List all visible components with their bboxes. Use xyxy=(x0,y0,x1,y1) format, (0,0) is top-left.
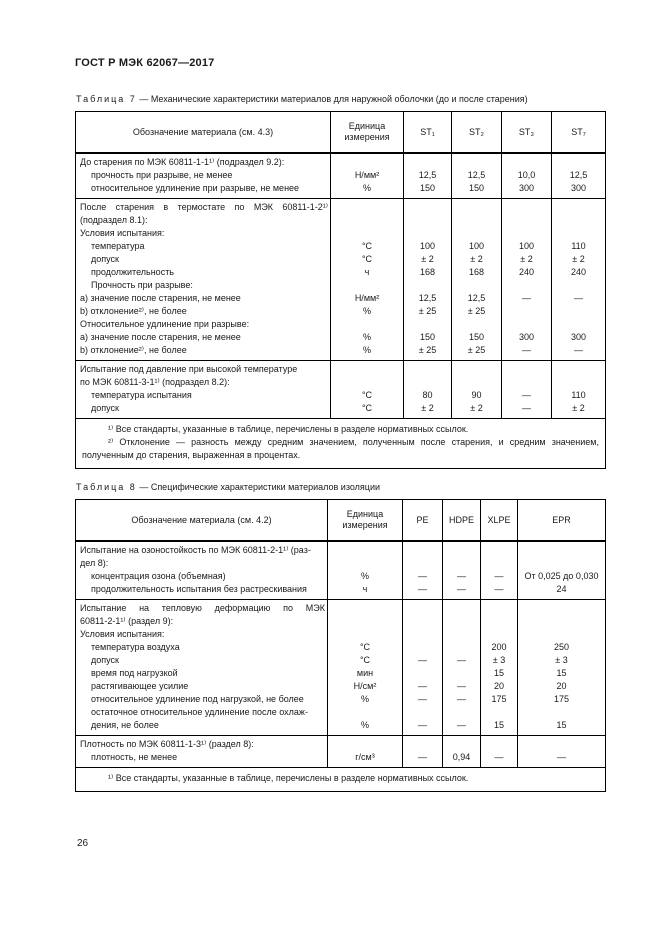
row-label: температура воздуха xyxy=(91,642,180,652)
row-value xyxy=(481,628,518,641)
row-value: — xyxy=(443,654,481,667)
row-value xyxy=(452,227,502,240)
table-row xyxy=(76,318,606,331)
row-value xyxy=(403,628,443,641)
document-page xyxy=(75,57,606,805)
row-value: ± 25 xyxy=(452,305,502,318)
table-row xyxy=(76,667,606,680)
row-value: 12,5 xyxy=(404,169,452,182)
row-value xyxy=(518,541,606,557)
row-value xyxy=(552,227,606,240)
row-label: b) отклонение²⁾, не более xyxy=(80,306,187,316)
row-value: 168 xyxy=(404,266,452,279)
table-row xyxy=(76,654,606,667)
row-unit: Н/см² xyxy=(328,680,403,693)
table-row xyxy=(76,736,606,752)
row-unit: °С xyxy=(328,641,403,654)
table-row xyxy=(76,253,606,266)
row-unit: мин xyxy=(328,667,403,680)
row-value xyxy=(518,628,606,641)
row-value xyxy=(404,279,452,292)
row-value xyxy=(502,318,552,331)
row-label: Испытание на озоностойкость по МЭК 60811-2-1¹⁾ (раз- xyxy=(76,541,328,557)
row-value xyxy=(443,667,481,680)
row-value: ± 2 xyxy=(404,253,452,266)
row-unit: ч xyxy=(328,583,403,600)
table-row xyxy=(76,402,606,419)
row-label: относительное удлинение при разрыве, не менее xyxy=(91,183,300,193)
row-value xyxy=(481,615,518,628)
row-value: 20 xyxy=(481,680,518,693)
row-value xyxy=(443,641,481,654)
row-unit xyxy=(328,600,403,616)
row-label: допуск xyxy=(91,655,119,665)
row-value xyxy=(404,361,452,377)
row-value: 300 xyxy=(502,331,552,344)
row-label: Испытание под давление при высокой температуре xyxy=(76,361,331,377)
row-value xyxy=(403,557,443,570)
row-value xyxy=(404,318,452,331)
value-column-header: XLPE xyxy=(481,500,518,542)
row-value xyxy=(502,376,552,389)
table-row xyxy=(76,153,606,169)
row-value: 100 xyxy=(452,240,502,253)
row-value: — xyxy=(481,583,518,600)
value-column-header: EPR xyxy=(518,500,606,542)
row-label: прочность при разрыве, не менее xyxy=(91,170,233,180)
row-value xyxy=(502,153,552,169)
row-value: — xyxy=(403,570,443,583)
table-row xyxy=(76,331,606,344)
row-value: 110 xyxy=(552,389,606,402)
row-value xyxy=(404,214,452,227)
row-label: a) значение после старения, не менее xyxy=(80,332,241,342)
table7-caption xyxy=(76,94,606,104)
footnote-cell xyxy=(76,419,606,469)
row-value: 15 xyxy=(518,719,606,736)
row-value: 12,5 xyxy=(404,292,452,305)
row-value: 12,5 xyxy=(452,169,502,182)
row-value xyxy=(403,736,443,752)
row-value: — xyxy=(481,751,518,768)
value-column-header: ST₁ xyxy=(404,112,452,154)
row-value: 15 xyxy=(481,719,518,736)
value-column-header: HDPE xyxy=(443,500,481,542)
value-column-header: ST₇ xyxy=(552,112,606,154)
table-row xyxy=(76,641,606,654)
row-value xyxy=(443,736,481,752)
value-column-header: PE xyxy=(403,500,443,542)
row-value: — xyxy=(443,570,481,583)
row-value: ± 2 xyxy=(552,402,606,419)
row-value xyxy=(502,199,552,215)
row-label: по МЭК 60811-3-1¹⁾ (подраздел 8.2): xyxy=(80,377,230,387)
row-value xyxy=(452,153,502,169)
row-label: дения, не более xyxy=(91,720,159,730)
footnote: ²⁾ Отклонение — разность между средним значением, полученным после старения, и средним значением, полученным до старения, выраженная в процентах. xyxy=(82,437,599,460)
row-value xyxy=(518,706,606,719)
row-value: ± 2 xyxy=(404,402,452,419)
row-unit: % xyxy=(331,344,404,361)
row-value: — xyxy=(403,583,443,600)
table-row xyxy=(76,389,606,402)
table-row xyxy=(76,182,606,199)
row-value: 150 xyxy=(452,182,502,199)
row-value: — xyxy=(403,719,443,736)
row-value: 12,5 xyxy=(452,292,502,305)
row-label: продолжительность xyxy=(91,267,174,277)
row-unit xyxy=(328,736,403,752)
row-value xyxy=(403,541,443,557)
row-value xyxy=(552,279,606,292)
row-unit: °С xyxy=(328,654,403,667)
row-unit: % xyxy=(328,570,403,583)
row-unit xyxy=(328,541,403,557)
row-value xyxy=(481,557,518,570)
row-label: b) отклонение²⁾, не более xyxy=(80,345,187,355)
table7-caption-label: Таблица 7 xyxy=(76,94,137,104)
row-label: Прочность при разрыве: xyxy=(91,280,193,290)
row-value: ± 2 xyxy=(452,253,502,266)
table-row xyxy=(76,693,606,706)
table-row xyxy=(76,344,606,361)
row-value: 20 xyxy=(518,680,606,693)
unit-column-header: Единица измерения xyxy=(331,112,404,154)
footnote-row xyxy=(76,419,606,469)
row-unit xyxy=(331,279,404,292)
table8-caption-text: — Специфические характеристики материалов изоляции xyxy=(139,482,380,492)
table-7-mechanical-characteristics xyxy=(75,111,606,469)
table-row xyxy=(76,583,606,600)
row-value: 150 xyxy=(452,331,502,344)
row-unit xyxy=(331,227,404,240)
row-unit xyxy=(331,376,404,389)
row-value xyxy=(552,318,606,331)
row-label: остаточное относительное удлинение после охлаж- xyxy=(91,707,308,717)
row-value xyxy=(443,615,481,628)
row-value: — xyxy=(403,751,443,768)
row-value xyxy=(518,736,606,752)
row-value xyxy=(403,615,443,628)
row-value: ± 3 xyxy=(518,654,606,667)
row-unit: г/см³ xyxy=(328,751,403,768)
row-value: 90 xyxy=(452,389,502,402)
row-unit xyxy=(328,628,403,641)
table-row xyxy=(76,240,606,253)
row-value: — xyxy=(502,292,552,305)
row-value: 80 xyxy=(404,389,452,402)
row-label: плотность, не менее xyxy=(91,752,178,762)
table-header-row xyxy=(76,500,606,542)
table-header-row xyxy=(76,112,606,154)
row-unit: °С xyxy=(331,402,404,419)
row-unit: °С xyxy=(331,253,404,266)
row-value xyxy=(502,305,552,318)
row-value xyxy=(502,361,552,377)
row-value xyxy=(481,736,518,752)
row-value: — xyxy=(443,719,481,736)
row-value: — xyxy=(443,693,481,706)
row-value xyxy=(403,641,443,654)
table-row xyxy=(76,541,606,557)
row-value: 175 xyxy=(518,693,606,706)
row-value xyxy=(552,361,606,377)
table-row xyxy=(76,376,606,389)
row-value: ± 3 xyxy=(481,654,518,667)
row-value xyxy=(502,279,552,292)
row-value xyxy=(552,305,606,318)
row-value xyxy=(518,600,606,616)
row-value: 150 xyxy=(404,331,452,344)
row-value xyxy=(403,600,443,616)
table-row xyxy=(76,169,606,182)
row-value: 100 xyxy=(404,240,452,253)
row-label: Испытание на тепловую деформацию по МЭК xyxy=(76,600,328,616)
row-unit: % xyxy=(328,719,403,736)
row-value: — xyxy=(518,751,606,768)
row-value xyxy=(502,227,552,240)
row-value: 10,0 xyxy=(502,169,552,182)
row-value xyxy=(502,214,552,227)
row-unit xyxy=(331,318,404,331)
footnote-cell xyxy=(76,768,606,792)
row-value: 300 xyxy=(552,331,606,344)
row-value xyxy=(404,376,452,389)
row-value: 15 xyxy=(481,667,518,680)
row-unit: % xyxy=(331,331,404,344)
row-value xyxy=(452,214,502,227)
row-value: — xyxy=(443,583,481,600)
row-label: После старения в термостате по МЭК 60811-1-2¹⁾ xyxy=(76,199,331,215)
row-label: Относительное удлинение при разрыве: xyxy=(80,319,250,329)
row-value xyxy=(452,279,502,292)
row-label: температура xyxy=(91,241,145,251)
row-label: Условия испытания: xyxy=(80,228,165,238)
row-value: 200 xyxy=(481,641,518,654)
table8-caption xyxy=(76,482,606,492)
row-label: продолжительность испытания без растрескивания xyxy=(91,584,307,594)
row-value xyxy=(404,153,452,169)
row-value: 0,94 xyxy=(443,751,481,768)
row-value xyxy=(552,376,606,389)
row-value: — xyxy=(502,389,552,402)
row-unit xyxy=(328,706,403,719)
footnote: ¹⁾ Все стандарты, указанные в таблице, перечислены в разделе нормативных ссылок. xyxy=(108,773,469,783)
row-value: 15 xyxy=(518,667,606,680)
row-value xyxy=(452,199,502,215)
row-value: ± 25 xyxy=(404,344,452,361)
row-value xyxy=(404,199,452,215)
row-value xyxy=(403,667,443,680)
row-value: ± 2 xyxy=(502,253,552,266)
row-value: — xyxy=(502,344,552,361)
table-row xyxy=(76,600,606,616)
row-unit xyxy=(328,557,403,570)
table-row xyxy=(76,680,606,693)
table-row xyxy=(76,570,606,583)
row-unit xyxy=(328,615,403,628)
row-label: допуск xyxy=(91,254,119,264)
material-column-header: Обозначение материала (см. 4.3) xyxy=(76,112,331,154)
row-label: a) значение после старения, не менее xyxy=(80,293,241,303)
page-number: 26 xyxy=(77,838,89,849)
row-value xyxy=(552,153,606,169)
row-label: время под нагрузкой xyxy=(91,668,178,678)
table-row xyxy=(76,214,606,227)
row-value xyxy=(443,706,481,719)
row-unit: °С xyxy=(331,240,404,253)
row-label: дел 8): xyxy=(80,558,109,568)
table-row xyxy=(76,706,606,719)
row-value: — xyxy=(481,570,518,583)
row-value xyxy=(403,706,443,719)
row-value: — xyxy=(552,292,606,305)
row-value: 300 xyxy=(502,182,552,199)
row-value: — xyxy=(502,402,552,419)
row-value xyxy=(481,706,518,719)
row-value: 12,5 xyxy=(552,169,606,182)
row-value xyxy=(443,600,481,616)
row-value: — xyxy=(403,693,443,706)
row-value: 100 xyxy=(502,240,552,253)
row-value: ± 2 xyxy=(452,402,502,419)
footnote: ¹⁾ Все стандарты, указанные в таблице, перечислены в разделе нормативных ссылок. xyxy=(108,424,469,434)
row-label: температура испытания xyxy=(91,390,192,400)
row-label: относительное удлинение под нагрузкой, не более xyxy=(91,694,304,704)
footnote-row xyxy=(76,768,606,792)
row-value: 150 xyxy=(404,182,452,199)
row-value: ± 25 xyxy=(404,305,452,318)
row-value xyxy=(552,199,606,215)
row-value: 250 xyxy=(518,641,606,654)
row-value: — xyxy=(552,344,606,361)
table-8-specific-characteristics xyxy=(75,499,606,792)
row-label: концентрация озона (объемная) xyxy=(91,571,226,581)
table-row xyxy=(76,305,606,318)
row-value: ± 25 xyxy=(452,344,502,361)
row-value xyxy=(443,557,481,570)
row-value: 240 xyxy=(552,266,606,279)
row-label: (подраздел 8.1): xyxy=(80,215,148,225)
row-value xyxy=(452,361,502,377)
table-row xyxy=(76,266,606,279)
row-unit xyxy=(331,199,404,215)
row-unit xyxy=(331,361,404,377)
row-value: 24 xyxy=(518,583,606,600)
row-value xyxy=(443,541,481,557)
row-label: Условия испытания: xyxy=(80,629,165,639)
table7-caption-text: — Механические характеристики материалов для наружной оболочки (до и после старения) xyxy=(139,94,528,104)
doc-header: ГОСТ Р МЭК 62067—2017 xyxy=(75,57,215,69)
table-row xyxy=(76,615,606,628)
material-column-header: Обозначение материала (см. 4.2) xyxy=(76,500,328,542)
row-unit xyxy=(331,214,404,227)
row-unit: Н/мм² xyxy=(331,169,404,182)
row-value: 175 xyxy=(481,693,518,706)
row-value: 110 xyxy=(552,240,606,253)
table-row xyxy=(76,199,606,215)
row-value: — xyxy=(403,680,443,693)
row-label: допуск xyxy=(91,403,119,413)
row-label: растягивающее усилие xyxy=(91,681,189,691)
unit-column-header: Единица измерения xyxy=(328,500,403,542)
row-unit: % xyxy=(331,182,404,199)
row-value xyxy=(518,615,606,628)
row-value: — xyxy=(403,654,443,667)
row-unit xyxy=(331,153,404,169)
row-value: 300 xyxy=(552,182,606,199)
table-row xyxy=(76,751,606,768)
table8-caption-label: Таблица 8 xyxy=(76,482,137,492)
table-row xyxy=(76,292,606,305)
value-column-header: ST₃ xyxy=(502,112,552,154)
row-value xyxy=(552,214,606,227)
table-row xyxy=(76,557,606,570)
row-value xyxy=(481,541,518,557)
row-value: От 0,025 до 0,030 xyxy=(518,570,606,583)
row-value xyxy=(404,227,452,240)
row-value xyxy=(443,628,481,641)
row-unit: Н/мм² xyxy=(331,292,404,305)
row-value xyxy=(452,318,502,331)
row-value xyxy=(452,376,502,389)
row-unit: % xyxy=(331,305,404,318)
table-row xyxy=(76,279,606,292)
row-value xyxy=(518,557,606,570)
value-column-header: ST₂ xyxy=(452,112,502,154)
table-row xyxy=(76,628,606,641)
row-value xyxy=(481,600,518,616)
row-value: ± 2 xyxy=(552,253,606,266)
row-value: — xyxy=(443,680,481,693)
row-value: 168 xyxy=(452,266,502,279)
row-unit: ч xyxy=(331,266,404,279)
table-row xyxy=(76,719,606,736)
row-unit: % xyxy=(328,693,403,706)
row-label: 60811-2-1¹⁾ (раздел 9): xyxy=(80,616,174,626)
table-row xyxy=(76,227,606,240)
row-unit: °С xyxy=(331,389,404,402)
row-value: 240 xyxy=(502,266,552,279)
row-label: Плотность по МЭК 60811-1-3¹⁾ (раздел 8): xyxy=(76,736,328,752)
row-label: До старения по МЭК 60811-1-1¹⁾ (подраздел 9.2): xyxy=(76,153,331,169)
table-row xyxy=(76,361,606,377)
